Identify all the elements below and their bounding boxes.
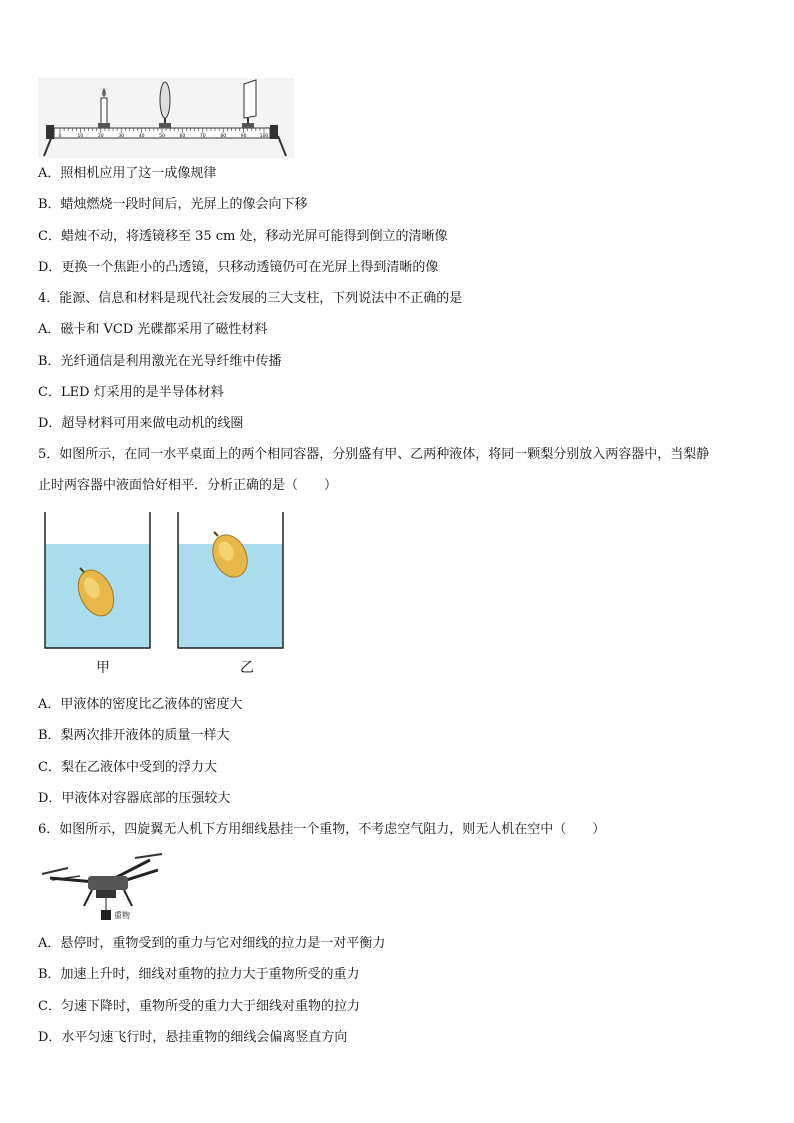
q4-stem: 4．能源、信息和材料是现代社会发展的三大支柱，下列说法中不正确的是	[38, 291, 463, 306]
q5-option-c: C．梨在乙液体中受到的浮力大	[38, 760, 217, 775]
q5-option-b: B．梨两次排开液体的质量一样大	[38, 728, 230, 743]
container-label-jia: 甲	[96, 660, 110, 676]
bench-tick-label: 90	[240, 134, 247, 139]
bench-tick-label: 10	[77, 134, 84, 139]
bench-tick-label: 60	[179, 134, 186, 139]
q4-option-a: A．磁卡和 VCD 光碟都采用了磁性材料	[38, 322, 268, 337]
bench-tick-label: 20	[97, 134, 104, 139]
bench-tick-label: 50	[159, 134, 165, 139]
weight-label: 重物	[114, 911, 130, 920]
q6-option-d: D．水平匀速飞行时，悬挂重物的细线会偏离竖直方向	[38, 1030, 348, 1045]
q6-option-a: A．悬停时，重物受到的重力与它对细线的拉力是一对平衡力	[38, 936, 386, 951]
containers-figure	[40, 510, 290, 655]
q5-stem-line2: 止时两容器中液面恰好相平．分析正确的是（ ）	[38, 478, 338, 493]
q5-option-d: D．甲液体对容器底部的压强较大	[38, 791, 231, 806]
q3-option-b: B．蜡烛燃烧一段时间后，光屏上的像会向下移	[38, 197, 308, 212]
q4-option-d: D．超导材料可用来做电动机的线圈	[38, 416, 244, 431]
q3-option-a: A．照相机应用了这一成像规律	[38, 166, 217, 181]
q4-option-c: C．LED 灯采用的是半导体材料	[38, 385, 224, 400]
q3-option-c: C．蜡烛不动，将透镜移至 35 cm 处，移动光屏可能得到倒立的清晰像	[38, 229, 448, 244]
q5-stem-line1: 5．如图所示，在同一水平桌面上的两个相同容器，分别盛有甲、乙两种液体，将同一颗梨分别放入两容器中，当梨静	[38, 447, 710, 462]
bench-tick-label: 80	[220, 134, 227, 139]
bench-tick-label: 100	[259, 134, 269, 139]
drone-figure	[40, 852, 180, 924]
q3-option-d: D．更换一个焦距小的凸透镜，只移动透镜仍可在光屏上得到清晰的像	[38, 260, 439, 275]
optical-bench-figure	[38, 78, 294, 158]
q6-option-c: C．匀速下降时，重物所受的重力大于细线对重物的拉力	[38, 999, 360, 1014]
bench-tick-label: 70	[199, 134, 206, 139]
q4-option-b: B．光纤通信是利用激光在光导纤维中传播	[38, 354, 282, 369]
container-label-yi: 乙	[240, 660, 254, 676]
q6-option-b: B．加速上升时，细线对重物的拉力大于重物所受的重力	[38, 967, 360, 982]
bench-tick-label: 30	[118, 134, 125, 139]
q6-stem: 6．如图所示，四旋翼无人机下方用细线悬挂一个重物，不考虑空气阻力，则无人机在空中（ ）	[38, 822, 606, 837]
q5-option-a: A．甲液体的密度比乙液体的密度大	[38, 697, 243, 712]
bench-tick-label: 0	[58, 134, 62, 139]
bench-tick-label: 40	[138, 134, 145, 139]
